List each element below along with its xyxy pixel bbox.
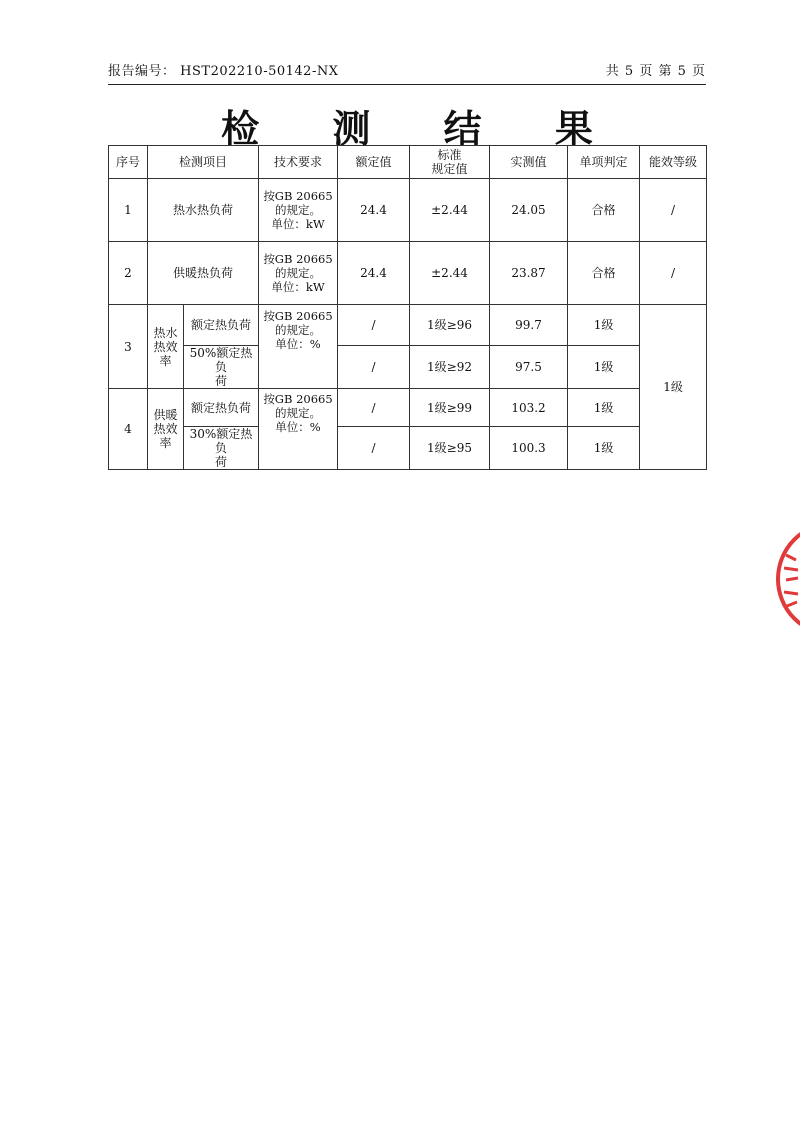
row3b-rated: / <box>338 346 410 389</box>
row1-grade: / <box>640 179 707 242</box>
row1-requirement <box>259 179 338 242</box>
row4-seq: 4 <box>109 389 148 470</box>
row4b-item-line2: 荷 <box>215 455 228 469</box>
header-divider <box>108 84 706 85</box>
row4-requirement <box>259 389 338 470</box>
row4b-measured: 100.3 <box>490 427 568 470</box>
report-number-label: 报告编号： <box>108 64 176 79</box>
header-requirement: 技术要求 <box>259 146 338 179</box>
report-header <box>108 60 706 80</box>
header-standard <box>410 146 490 179</box>
row2-measured: 23.87 <box>490 242 568 305</box>
table-header-row <box>109 146 707 179</box>
row2-judgement: 合格 <box>568 242 640 305</box>
row4-group-line2: 热效 <box>153 422 178 436</box>
row4a-item: 额定热负荷 <box>184 389 259 427</box>
row2-item: 供暖热负荷 <box>148 242 259 305</box>
row3-group-line1: 热水 <box>153 325 178 340</box>
row4-group-line3: 率 <box>159 436 172 450</box>
row4a-measured: 103.2 <box>490 389 568 427</box>
row4-group-line1: 供暖 <box>153 408 178 422</box>
row3a-judgement: 1级 <box>568 305 640 346</box>
requirement-line1: 按GB 20665 <box>263 392 333 406</box>
header-standard-line2: 规定值 <box>431 162 468 176</box>
requirement-line1: 按GB 20665 <box>263 309 333 323</box>
row3b-measured: 97.5 <box>490 346 568 389</box>
row3-group <box>148 305 184 389</box>
requirement-line2: 的规定。 <box>275 406 322 420</box>
row3b-item-line2: 荷 <box>215 374 228 388</box>
official-seal-stamp <box>772 520 800 638</box>
row3b-standard: 1级≥92 <box>410 346 490 389</box>
table-row <box>109 242 707 305</box>
row4b-standard: 1级≥95 <box>410 427 490 470</box>
table-row <box>109 179 707 242</box>
report-number <box>108 60 338 79</box>
table-row <box>109 346 707 389</box>
efficiency-grade: 1级 <box>640 305 707 470</box>
row4b-item-line1: 30%额定热负 <box>189 427 253 455</box>
row3-seq: 3 <box>109 305 148 389</box>
requirement-line3: 单位：% <box>275 420 321 434</box>
table-row <box>109 305 707 346</box>
row4a-judgement: 1级 <box>568 389 640 427</box>
results-table <box>108 145 707 470</box>
row1-seq: 1 <box>109 179 148 242</box>
row1-rated: 24.4 <box>338 179 410 242</box>
page-title: 检 测 结 果 <box>221 107 623 151</box>
row2-grade: / <box>640 242 707 305</box>
table-row <box>109 427 707 470</box>
header-item: 检测项目 <box>148 146 259 179</box>
row4b-item <box>184 427 259 470</box>
requirement-line3: 单位：kW <box>271 217 325 231</box>
row3a-rated: / <box>338 305 410 346</box>
header-standard-line1: 标准 <box>437 148 462 162</box>
row3b-judgement: 1级 <box>568 346 640 389</box>
row3b-item <box>184 346 259 389</box>
row4b-judgement: 1级 <box>568 427 640 470</box>
header-judgement: 单项判定 <box>568 146 640 179</box>
row3-group-line2: 热效 <box>153 339 178 354</box>
row1-measured: 24.05 <box>490 179 568 242</box>
requirement-line1: 按GB 20665 <box>263 189 333 203</box>
row3a-measured: 99.7 <box>490 305 568 346</box>
row2-standard: ±2.44 <box>410 242 490 305</box>
row1-item: 热水热负荷 <box>148 179 259 242</box>
header-rated: 额定值 <box>338 146 410 179</box>
row3a-item: 额定热负荷 <box>184 305 259 346</box>
requirement-line3: 单位：kW <box>271 280 325 294</box>
report-number-value: HST202210-50142-NX <box>180 64 339 79</box>
requirement-line2: 的规定。 <box>275 266 322 280</box>
requirement-line1: 按GB 20665 <box>263 252 333 266</box>
requirement-line2: 的规定。 <box>275 323 322 337</box>
row3-requirement <box>259 305 338 389</box>
page-info: 共 5 页 第 5 页 <box>605 64 706 79</box>
row2-rated: 24.4 <box>338 242 410 305</box>
header-measured: 实测值 <box>490 146 568 179</box>
row3a-standard: 1级≥96 <box>410 305 490 346</box>
row4-group <box>148 389 184 470</box>
row2-seq: 2 <box>109 242 148 305</box>
table-row <box>109 389 707 427</box>
row2-requirement <box>259 242 338 305</box>
row1-standard: ±2.44 <box>410 179 490 242</box>
requirement-line3: 单位：% <box>275 337 321 351</box>
row3-group-line3: 率 <box>159 353 172 368</box>
row4a-standard: 1级≥99 <box>410 389 490 427</box>
header-seq: 序号 <box>109 146 148 179</box>
requirement-line2: 的规定。 <box>275 203 322 217</box>
row4b-rated: / <box>338 427 410 470</box>
row1-judgement: 合格 <box>568 179 640 242</box>
row4a-rated: / <box>338 389 410 427</box>
row3b-item-line1: 50%额定热负 <box>189 346 253 374</box>
header-grade: 能效等级 <box>640 146 707 179</box>
